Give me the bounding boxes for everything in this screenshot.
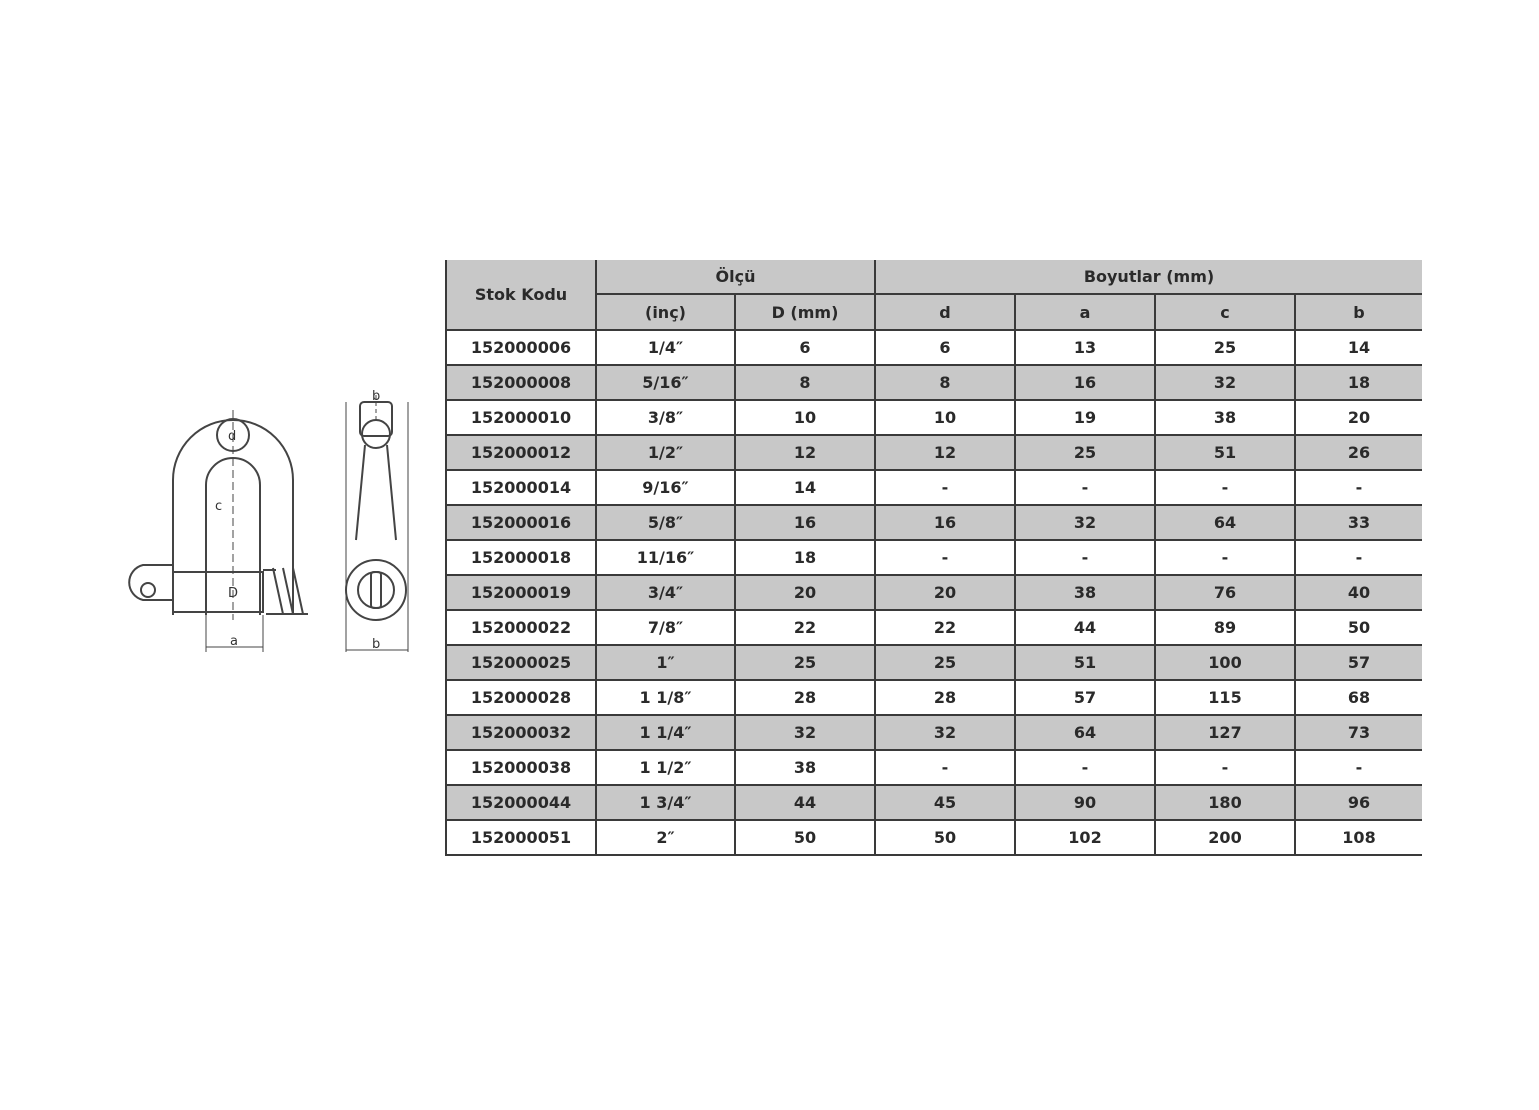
table-row [446, 610, 1422, 645]
side-view-wire-section [362, 420, 390, 448]
table-cell: 152000008 [446, 365, 596, 400]
table-cell: 51 [1155, 435, 1295, 470]
table-cell: 57 [1015, 680, 1155, 715]
table-cell: 108 [1295, 820, 1422, 855]
table-cell: - [1155, 750, 1295, 785]
table-row [446, 470, 1422, 505]
table-cell: - [875, 470, 1015, 505]
spec-table [445, 260, 1422, 856]
table-row [446, 505, 1422, 540]
table-cell: 152000028 [446, 680, 596, 715]
header-dims-group: Boyutlar (mm) [875, 260, 1422, 294]
header-dim-d: d [875, 294, 1015, 330]
table-cell: 3/4″ [596, 575, 735, 610]
table-cell: 152000022 [446, 610, 596, 645]
shackle-pin [173, 572, 263, 612]
table-cell: - [1015, 470, 1155, 505]
table-cell: - [1295, 750, 1422, 785]
table-cell: 64 [1015, 715, 1155, 750]
table-cell: 96 [1295, 785, 1422, 820]
label-c: c [215, 499, 223, 514]
header-size-group: Ölçü [596, 260, 875, 294]
table-cell: 14 [1295, 330, 1422, 365]
table-cell: 50 [1295, 610, 1422, 645]
shackle-diagram [118, 390, 418, 660]
table-cell: 20 [875, 575, 1015, 610]
table-cell: 8 [875, 365, 1015, 400]
shackle-eye-hole [141, 583, 155, 597]
label-d: d [228, 429, 237, 444]
table-cell: 6 [875, 330, 1015, 365]
table-row [446, 715, 1422, 750]
table-cell: 73 [1295, 715, 1422, 750]
header-dim-a: a [1015, 294, 1155, 330]
header-dim-b: b [1295, 294, 1422, 330]
table-cell: 6 [735, 330, 875, 365]
header-dim-c: c [1155, 294, 1295, 330]
table-cell: 152000012 [446, 435, 596, 470]
table-cell: 51 [1015, 645, 1155, 680]
table-cell: 19 [1015, 400, 1155, 435]
table-cell: 100 [1155, 645, 1295, 680]
table-cell: 152000006 [446, 330, 596, 365]
table-cell: 16 [875, 505, 1015, 540]
table-cell: 89 [1155, 610, 1295, 645]
table-cell: 200 [1155, 820, 1295, 855]
table-row [446, 820, 1422, 855]
table-cell: 152000032 [446, 715, 596, 750]
shackle-drawing [118, 390, 418, 660]
table-cell: 5/8″ [596, 505, 735, 540]
table-cell: 22 [875, 610, 1015, 645]
table-cell: 13 [1015, 330, 1155, 365]
table-row [446, 680, 1422, 715]
table-cell: 25 [875, 645, 1015, 680]
table-cell: 102 [1015, 820, 1155, 855]
table-cell: 5/16″ [596, 365, 735, 400]
table-cell: 10 [875, 400, 1015, 435]
table-cell: 2″ [596, 820, 735, 855]
table-cell: 32 [735, 715, 875, 750]
table-cell: - [1295, 470, 1422, 505]
label-b-bottom: b [372, 637, 381, 652]
table-cell: - [1155, 540, 1295, 575]
table-cell: - [1015, 540, 1155, 575]
table-cell: 68 [1295, 680, 1422, 715]
side-view-pin-end [346, 560, 406, 620]
header-stock-code: Stok Kodu [446, 260, 596, 330]
table-cell: 152000051 [446, 820, 596, 855]
table-cell: 18 [1295, 365, 1422, 400]
table-row [446, 540, 1422, 575]
table-cell: 38 [1015, 575, 1155, 610]
table-row [446, 750, 1422, 785]
table-cell: 18 [735, 540, 875, 575]
table-cell: 1/4″ [596, 330, 735, 365]
table-cell: 26 [1295, 435, 1422, 470]
table-cell: 1 1/8″ [596, 680, 735, 715]
table-cell: 38 [735, 750, 875, 785]
table-cell: 152000018 [446, 540, 596, 575]
label-D: D [228, 586, 239, 601]
table-cell: 127 [1155, 715, 1295, 750]
table-cell: 22 [735, 610, 875, 645]
side-view-body [356, 445, 396, 540]
table-cell: - [1295, 540, 1422, 575]
table-row [446, 330, 1422, 365]
table-cell: 57 [1295, 645, 1422, 680]
table-cell: 64 [1155, 505, 1295, 540]
table-row [446, 785, 1422, 820]
table-cell: 152000019 [446, 575, 596, 610]
table-cell: 115 [1155, 680, 1295, 715]
table-cell: - [875, 540, 1015, 575]
header-size-mm: D (mm) [735, 294, 875, 330]
table-cell: 50 [735, 820, 875, 855]
label-a: a [230, 634, 238, 649]
table-cell: 152000010 [446, 400, 596, 435]
table-body [446, 330, 1422, 855]
table-cell: 25 [735, 645, 875, 680]
table-cell: 12 [735, 435, 875, 470]
table-cell: 12 [875, 435, 1015, 470]
table-cell: 25 [1015, 435, 1155, 470]
table-cell: 152000016 [446, 505, 596, 540]
table-cell: 152000038 [446, 750, 596, 785]
table-cell: 25 [1155, 330, 1295, 365]
table-cell: - [1155, 470, 1295, 505]
table-cell: 32 [1015, 505, 1155, 540]
table-cell: 152000044 [446, 785, 596, 820]
table-cell: 14 [735, 470, 875, 505]
table-cell: 8 [735, 365, 875, 400]
table-cell: 16 [1015, 365, 1155, 400]
table-cell: 152000025 [446, 645, 596, 680]
table-cell: 20 [735, 575, 875, 610]
table-cell: 76 [1155, 575, 1295, 610]
table-row [446, 400, 1422, 435]
table-cell: 45 [875, 785, 1015, 820]
table-cell: 1 1/2″ [596, 750, 735, 785]
table-cell: 44 [735, 785, 875, 820]
table-cell: 28 [875, 680, 1015, 715]
table-cell: 152000014 [446, 470, 596, 505]
table-cell: 90 [1015, 785, 1155, 820]
table-row [446, 575, 1422, 610]
table-cell: 16 [735, 505, 875, 540]
table-row [446, 365, 1422, 400]
table-cell: 33 [1295, 505, 1422, 540]
table-cell: 40 [1295, 575, 1422, 610]
table-cell: 7/8″ [596, 610, 735, 645]
table-cell: 32 [875, 715, 1015, 750]
table-cell: 1 3/4″ [596, 785, 735, 820]
table-cell: 44 [1015, 610, 1155, 645]
table-cell: - [875, 750, 1015, 785]
table-cell: 20 [1295, 400, 1422, 435]
table-cell: 50 [875, 820, 1015, 855]
table-row [446, 645, 1422, 680]
table-cell: - [1015, 750, 1155, 785]
label-b-top: b [372, 390, 381, 404]
table-cell: 28 [735, 680, 875, 715]
header-size-inch: (inç) [596, 294, 735, 330]
table-cell: 1″ [596, 645, 735, 680]
table-row [446, 435, 1422, 470]
shackle-eye-left [129, 565, 173, 600]
table-cell: 38 [1155, 400, 1295, 435]
table-cell: 180 [1155, 785, 1295, 820]
shackle-thread [263, 568, 308, 614]
table-cell: 9/16″ [596, 470, 735, 505]
table-cell: 1 1/4″ [596, 715, 735, 750]
table-cell: 32 [1155, 365, 1295, 400]
table-cell: 3/8″ [596, 400, 735, 435]
table-cell: 11/16″ [596, 540, 735, 575]
table-cell: 1/2″ [596, 435, 735, 470]
table-cell: 10 [735, 400, 875, 435]
